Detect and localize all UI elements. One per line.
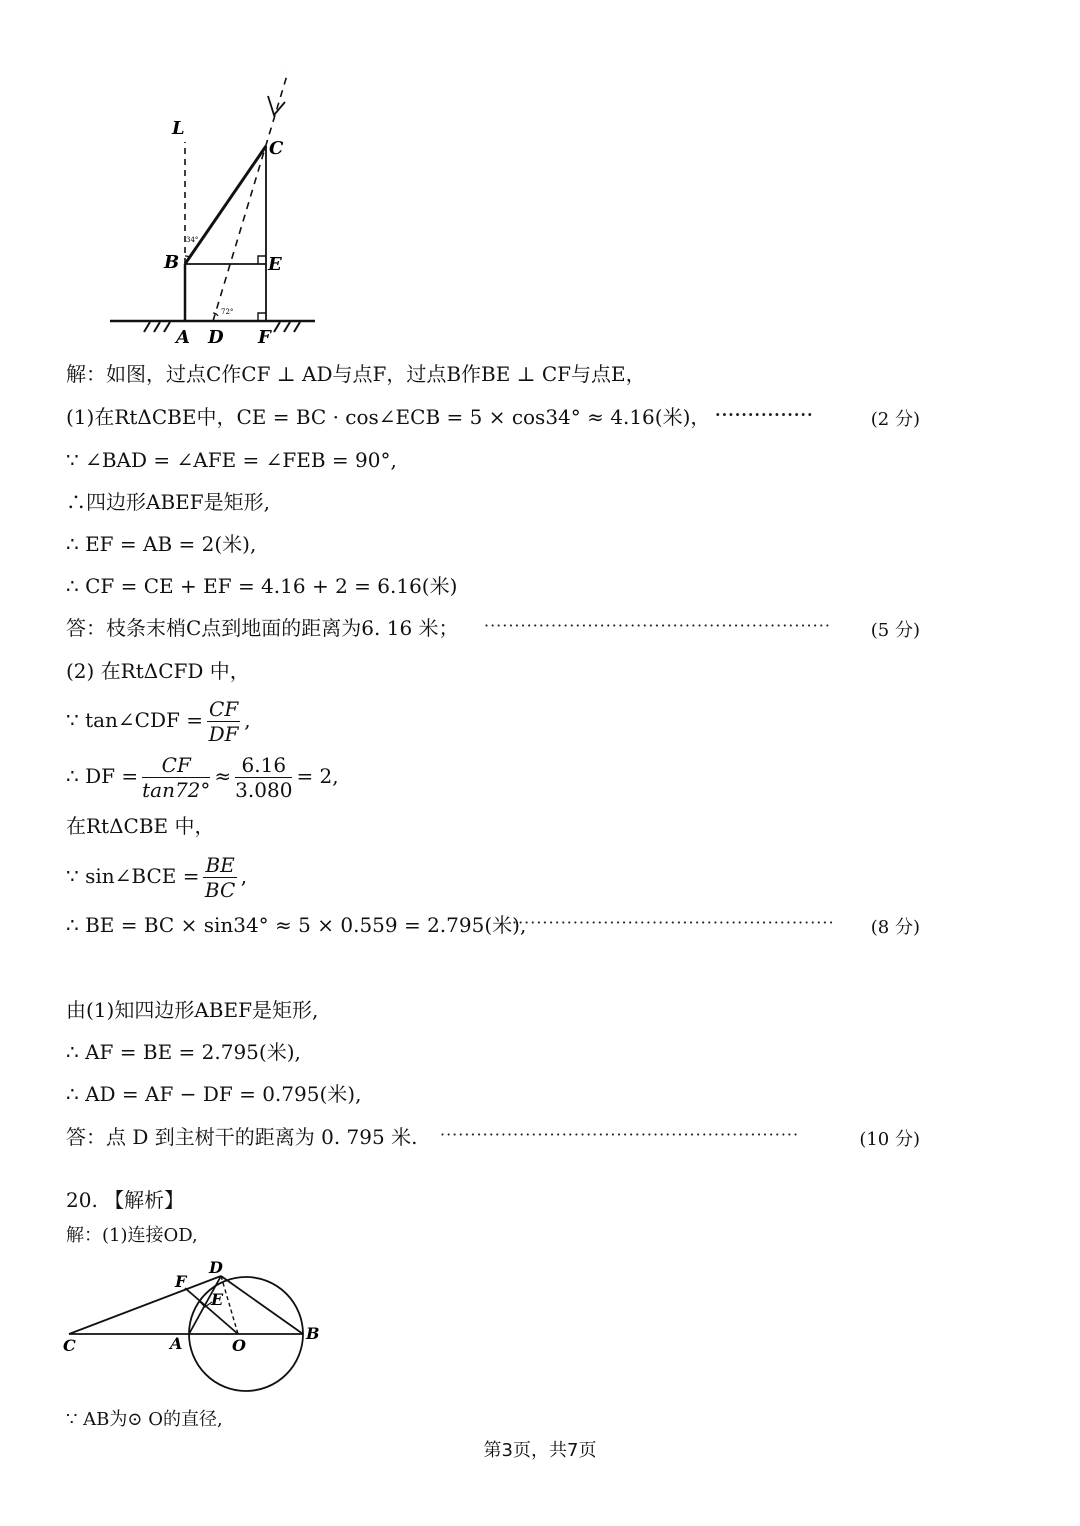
- tan-cdf-prefix: ∵ tan∠CDF =: [66, 708, 204, 732]
- page-footer: 第3页，共7页: [483, 1440, 597, 1461]
- text-line-14: 由(1)知四边形ABEF是矩形,: [66, 998, 319, 1022]
- geometry-figure-tree: [100, 60, 330, 350]
- text-line-16: ∴ AD = AF − DF = 0.795(米),: [66, 1082, 362, 1106]
- text-line-5: ∴ EF = AB = 2(米),: [66, 532, 257, 556]
- section-heading-20: 20. 【解析】: [66, 1188, 185, 1212]
- angle-label-72: 72°: [221, 308, 234, 316]
- text-line-13: ∴ BE = BC × sin34° ≈ 5 × 0.559 = 2.795(米),: [66, 913, 527, 937]
- score-8: (8 分): [870, 917, 920, 938]
- denominator: BC: [204, 878, 236, 902]
- leader-dots-4: ···························································: [440, 1125, 800, 1144]
- text-line-20: ∵ AB为⊙ O的直径,: [66, 1409, 223, 1430]
- label-e: E: [211, 1290, 224, 1309]
- text-line-8: (2) 在RtΔCFD 中，: [66, 659, 250, 683]
- label-b: B: [306, 1324, 320, 1343]
- text-line-4: ∴四边形ABEF是矩形,: [66, 490, 270, 514]
- label-f: F: [175, 1272, 187, 1291]
- text-line-17: 答：点 D 到主树干的距离为 0. 795 米.: [66, 1125, 418, 1149]
- approx-sign: ≈: [214, 764, 232, 788]
- result: = 2,: [296, 764, 339, 788]
- angle-label-34: 34°: [186, 236, 199, 244]
- comma: ,: [244, 708, 251, 732]
- label-e: E: [268, 254, 282, 275]
- denominator: DF: [208, 722, 239, 746]
- fraction-be-bc: [203, 853, 236, 902]
- text-line-6: ∴ CF = CE + EF = 4.16 + 2 = 6.16(米): [66, 574, 458, 598]
- text-line-7: 答：枝条末梢C点到地面的距离为6. 16 米；: [66, 616, 459, 640]
- text-line-10: [66, 750, 339, 802]
- text-line-3: ∵ ∠BAD = ∠AFE = ∠FEB = 90°,: [66, 448, 397, 472]
- label-a: A: [170, 1334, 183, 1353]
- text-line-12: [66, 850, 247, 902]
- score-10: (10 分): [859, 1129, 920, 1150]
- numerator: BE: [205, 853, 235, 877]
- leader-dots-2: ·························································: [484, 616, 831, 635]
- fraction-cf-df: [207, 697, 240, 746]
- label-o: O: [232, 1336, 246, 1355]
- label-c: C: [63, 1336, 76, 1355]
- text-line-19: 解：(1)连接OD,: [66, 1225, 198, 1246]
- denominator: tan72°: [142, 778, 211, 802]
- sin-bce-prefix: ∵ sin∠BCE =: [66, 864, 200, 888]
- label-a: A: [176, 327, 190, 348]
- fraction-cf-tan72: [142, 753, 210, 802]
- df-prefix: ∴ DF =: [66, 764, 139, 788]
- denominator: 3.080: [235, 778, 293, 802]
- label-b: B: [164, 252, 180, 273]
- geometry-figure-circle: [55, 1255, 335, 1415]
- score-5: (5 分): [870, 620, 920, 641]
- label-f: F: [258, 327, 271, 348]
- leader-dots-3: ·····················································: [512, 913, 835, 932]
- numerator: CF: [142, 753, 210, 778]
- text-line-11: 在RtΔCBE 中，: [66, 814, 215, 838]
- label-d: D: [209, 1258, 223, 1277]
- text-line-1: 解：如图，过点C作CF ⊥ AD与点F，过点B作BE ⊥ CF与点E，: [66, 362, 646, 386]
- text-line-15: ∴ AF = BE = 2.795(米),: [66, 1040, 301, 1064]
- numerator: CF: [209, 697, 239, 721]
- numerator: 6.16: [235, 753, 292, 778]
- text-line-2: (1)在RtΔCBE中，CE = BC · cos∠ECB = 5 × cos34° ≈ 4.16(米)，: [66, 405, 711, 429]
- label-c: C: [269, 138, 284, 159]
- label-d: D: [208, 327, 224, 348]
- leader-dots-1: ···············: [715, 405, 814, 424]
- score-2: (2 分): [870, 409, 920, 430]
- label-l: L: [172, 118, 185, 139]
- fraction-616-3080: [235, 753, 292, 802]
- text-line-9: [66, 694, 251, 746]
- comma: ,: [240, 864, 248, 888]
